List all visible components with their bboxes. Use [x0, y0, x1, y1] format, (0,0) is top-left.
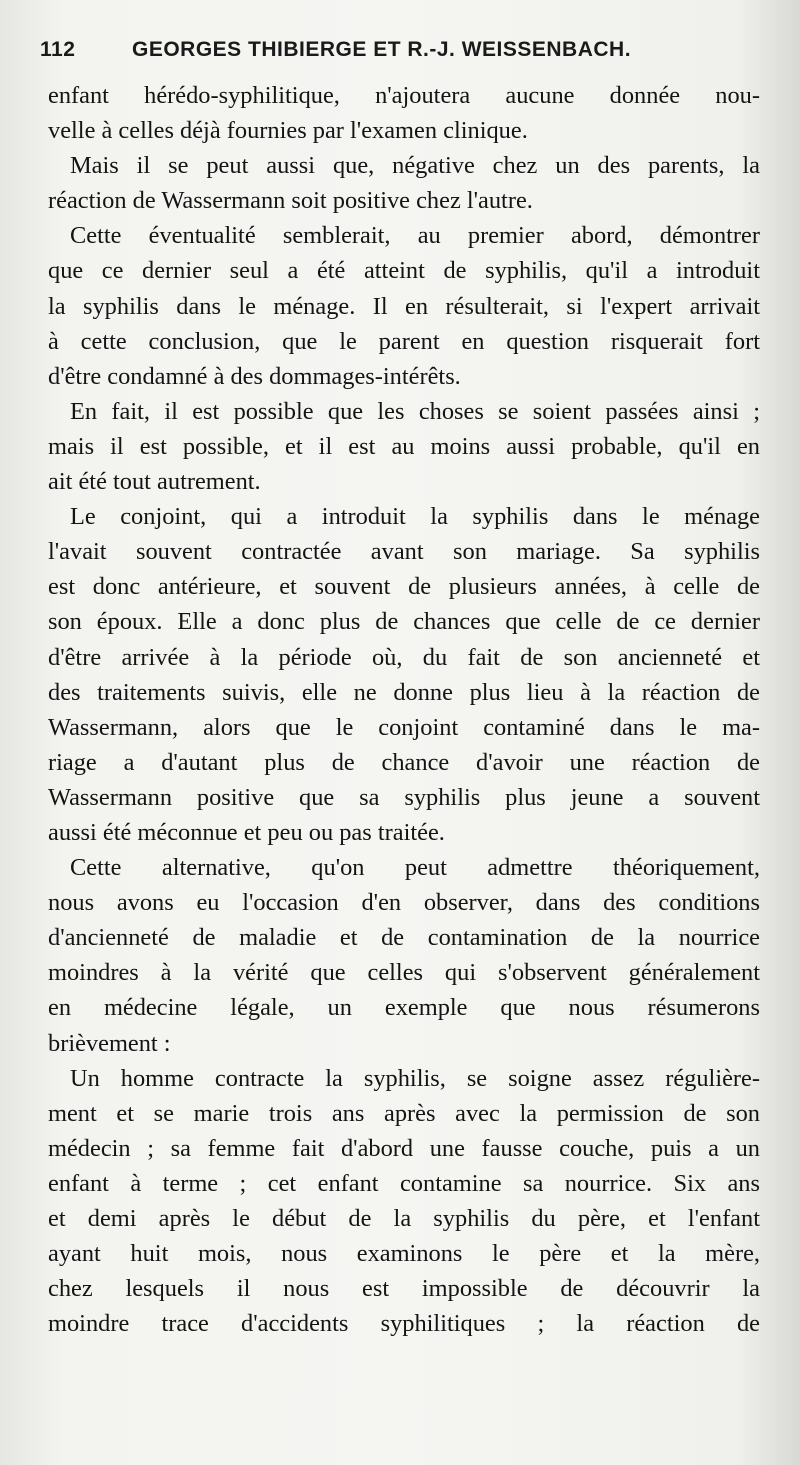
text-line: Cette alternative, qu'on peut admettre théoriquement, [70, 854, 760, 882]
paragraph [48, 1061, 760, 1342]
text-line: l'avait souvent contractée avant son mariage. Sa syphilis [48, 538, 760, 566]
paragraph [48, 218, 760, 393]
text-line: aussi été méconnue et peu ou pas traitée. [48, 818, 445, 846]
text-line: moindre trace d'accidents syphilitiques ; la réaction de [48, 1310, 760, 1338]
text-line: mais il est possible, et il est au moins aussi probable, qu'il en [48, 432, 760, 460]
text-line: d'être condamné à des dommages-intérêts. [48, 362, 461, 390]
text-line: enfant hérédo-syphilitique, n'ajoutera aucune donnée nou- [48, 82, 760, 109]
text-line: à cette conclusion, que le parent en question risquerait fort [48, 327, 760, 355]
text-line: moindres à la vérité que celles qui s'observent généralement [48, 959, 760, 987]
page-header [40, 38, 760, 74]
text-line: ment et se marie trois ans après avec la permission de son [48, 1099, 760, 1127]
text-line: d'ancienneté de maladie et de contamination de la nourrice [48, 924, 760, 952]
text-line: en médecine légale, un exemple que nous résumerons [48, 994, 760, 1022]
running-title: GEORGES THIBIERGE ET R.-J. WEISSENBACH. [132, 38, 632, 61]
text-line: chez lesquels il nous est impossible de découvrir la [48, 1275, 760, 1303]
text-line: Wassermann, alors que le conjoint contaminé dans le ma- [48, 713, 760, 741]
text-line: son époux. Elle a donc plus de chances que celle de ce dernier [48, 608, 760, 636]
text-line: Un homme contracte la syphilis, se soigne assez régulière- [70, 1064, 760, 1092]
text-line: Le conjoint, qui a introduit la syphilis dans le ménage [70, 503, 760, 531]
text-line: est donc antérieure, et souvent de plusieurs années, à celle de [48, 573, 760, 601]
text-line: velle à celles déjà fournies par l'examen clinique. [48, 117, 528, 145]
paragraph [48, 148, 760, 218]
text-line: ait été tout autrement. [48, 468, 261, 496]
text-line: Mais il se peut aussi que, négative chez un des parents, la [70, 152, 760, 180]
text-line: réaction de Wassermann soit positive chez l'autre. [48, 187, 533, 215]
paragraph [48, 499, 760, 850]
text-line: que ce dernier seul a été atteint de syphilis, qu'il a introduit [48, 257, 760, 285]
text-line: des traitements suivis, elle ne donne plus lieu à la réaction de [48, 678, 760, 706]
text-line: Wassermann positive que sa syphilis plus jeune a souvent [48, 783, 760, 811]
text-line: d'être arrivée à la période où, du fait de son ancienneté et [48, 643, 760, 671]
text-line: ayant huit mois, nous examinons le père et la mère, [48, 1240, 760, 1268]
text-line: médecin ; sa femme fait d'abord une fausse couche, puis a un [48, 1134, 760, 1162]
body-text [48, 78, 760, 1341]
text-line: brièvement : [48, 1029, 171, 1057]
text-line: et demi après le début de la syphilis du père, et l'enfant [48, 1205, 760, 1232]
paragraph [48, 394, 760, 499]
page-number: 112 [40, 38, 76, 61]
text-line: nous avons eu l'occasion d'en observer, dans des conditions [48, 889, 760, 917]
text-line: la syphilis dans le ménage. Il en résulterait, si l'expert arrivait [48, 292, 760, 320]
paragraph [48, 78, 760, 148]
text-line: Cette éventualité semblerait, au premier abord, démontrer [70, 222, 760, 250]
text-line: En fait, il est possible que les choses se soient passées ainsi ; [70, 397, 760, 425]
paragraph [48, 850, 760, 1061]
text-line: riage a d'autant plus de chance d'avoir une réaction de [48, 748, 760, 776]
text-line: enfant à terme ; cet enfant contamine sa nourrice. Six ans [48, 1169, 760, 1197]
